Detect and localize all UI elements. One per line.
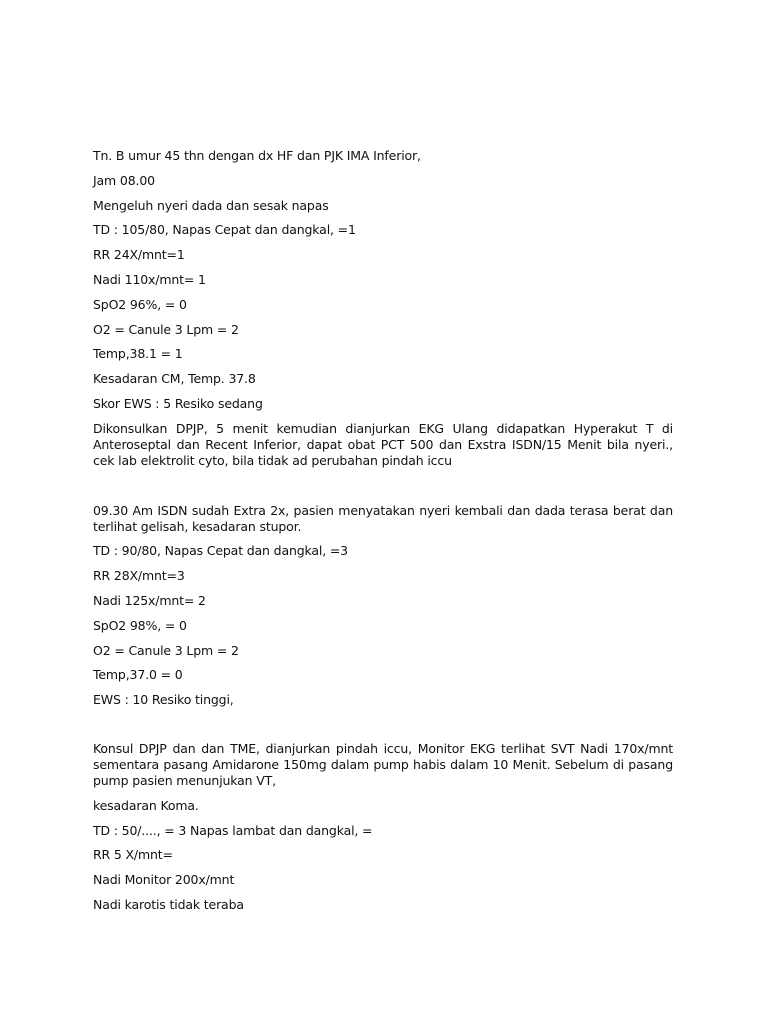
spacer (93, 717, 673, 741)
consult-paragraph-1: Dikonsulkan DPJP, 5 menit kemudian dianjurkan EKG Ulang didapatkan Hyperakut T di Anteroseptal dan Recent Inferior, dapat obat PCT 500 dan Exstra ISDN/15 Menit bila nyeri., cek lab elektrolit cyto, bila tidak ad perubahan pindah iccu (93, 420, 673, 468)
vital-rr-3: RR 5 X/mnt= (93, 847, 173, 863)
vital-td-2: TD : 90/80, Napas Cepat dan dangkal, =3 (93, 543, 348, 559)
vital-nadi-1: Nadi 110x/mnt= 1 (93, 271, 206, 287)
vital-temp-1: Temp,38.1 = 1 (93, 346, 183, 362)
patient-intro: Tn. B umur 45 thn dengan dx HF dan PJK IMA Inferior, (93, 148, 421, 163)
vital-spo2-2: SpO2 98%, = 0 (93, 617, 187, 633)
vital-rr-1: RR 24X/mnt=1 (93, 247, 185, 263)
narrative-0930: 09.30 Am ISDN sudah Extra 2x, pasien menyatakan nyeri kembali dan dada terasa berat dan terlihat gelisah, kesadaran stupor. (93, 502, 673, 534)
document-page (93, 148, 673, 922)
ews-score-1: Skor EWS : 5 Resiko sedang (93, 395, 263, 411)
vital-o2-1: O2 = Canule 3 Lpm = 2 (93, 321, 239, 337)
vital-nadi-karotis-3: Nadi karotis tidak teraba (93, 896, 244, 912)
vital-temp-2: Temp,37.0 = 0 (93, 667, 183, 683)
vital-rr-2: RR 28X/mnt=3 (93, 568, 185, 584)
consult-paragraph-3: Konsul DPJP dan dan TME, dianjurkan pindah iccu, Monitor EKG terlihat SVT Nadi 170x/mnt sementara pasang Amidarone 150mg dalam pump habis dalam 10 Menit. Sebelum di pasang pump pasien menunjukan VT, (93, 740, 673, 788)
ews-score-2: EWS : 10 Resiko tinggi, (93, 692, 234, 708)
vital-o2-2: O2 = Canule 3 Lpm = 2 (93, 642, 239, 658)
vital-td-3: TD : 50/...., = 3 Napas lambat dan dangkal, = (93, 822, 373, 838)
consciousness-3: kesadaran Koma. (93, 797, 199, 813)
spacer (93, 478, 673, 503)
vital-nadi-2: Nadi 125x/mnt= 2 (93, 592, 206, 608)
vital-spo2-1: SpO2 96%, = 0 (93, 296, 187, 312)
vital-nadi-monitor-3: Nadi Monitor 200x/mnt (93, 872, 235, 888)
complaint: Mengeluh nyeri dada dan sesak napas (93, 197, 329, 213)
vital-td-1: TD : 105/80, Napas Cepat dan dangkal, =1 (93, 222, 356, 238)
consciousness-1: Kesadaran CM, Temp. 37.8 (93, 371, 256, 387)
time-0800: Jam 08.00 (93, 172, 155, 188)
